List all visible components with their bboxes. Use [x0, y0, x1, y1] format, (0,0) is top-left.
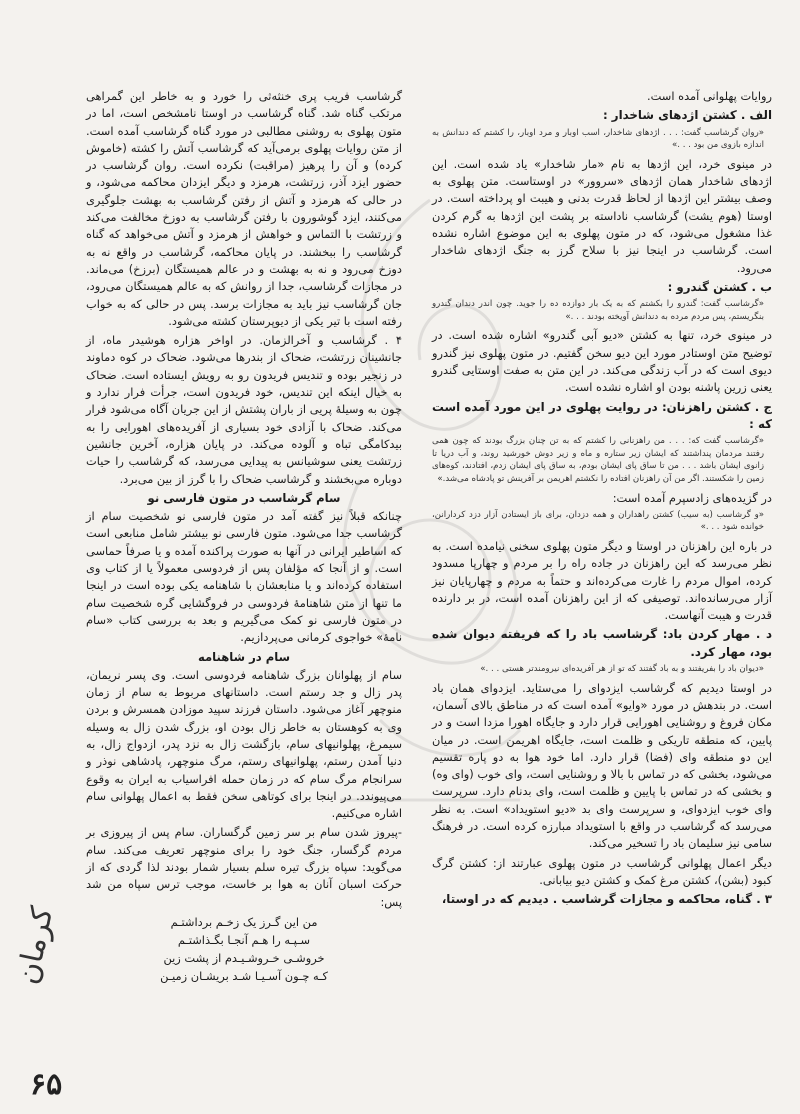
right-column-quoted-passage: «و گرشاسب (به سیب) کشتن راهداران و همه دزدان، برای باز ایستادن آزار دزد کردارانن، خوانده شود . . .»: [432, 509, 764, 533]
left-column-paragraph: ۴ . گرشاسب و آخرالزمان. در اواخر هزاره هوشیدر ماه، از جانشینان زرتشت، ضحاک از بندرها می‌شود. ضحاک در کوه دماوند در زنجیر بوده و تندیس فریدون رو به رویش ایستاده است. ضحاک به خیال اینکه این تندیس، خود فریدون است، جرأت فرار ندارد و چون به وسیلهٔ پریی از باران پشتش از این جریان آگاه می‌شود فرار می‌کند. ضحاک با آزادی خود بسیاری از آفریده‌های اهورایی را به بیدکامگی تباه و آلوده می‌کند. در پایان هزاره، آخرین جانشین زرتشت یعنی سوشیانس به پیدایی می‌رسد، که گرشاسب را حیات دوباره می‌بخشند و گرشاسب ضحاک را با گرز از بین می‌برد.: [86, 333, 402, 486]
left-column-subheading: سام گرشاسب در متون فارسی نو: [147, 490, 341, 505]
right-column-paragraph: دیگر اعمال پهلوانی گرشاسب در متون پهلوی عبارتند از: کشتن گرگ کبود (بشن)، کشتن مرغ کمک و کشتن دیو بیابانی.: [432, 855, 772, 887]
left-column-paragraph: گرشاسب فریب پری خنثه‌ثی را خورد و به خاطر این گمراهی مرتکب گناه شد. گناه گرشاسب در اوستا نامشخص است، اما در متون پهلوی به روشنی مطالبی در مورد گناه گرشاسب آمده است. از متن روایات پهلوی برمی‌آید که گرشاسب آتش را کشته (خاموش کرده) و آن را پرهیز (مراقبت) نکرده است. روان گرشاسب در حضور ایزد آذر، زرتشت، هرمزد و دیگر ایزدان محاکمه می‌شود، و در حالی که هرمزد و آتش از رفتن گرشاسب به بهشت جلوگیری می‌کنند، ایزد گوشورون با رفتن گرشاسب به دوزخ مخالفت می‌کند و زرتشت با التماس و خواهش از هرمزد و آتش می‌خواهد که گناه گرشاسب را ببخشند. در پایان محاکمه، گرشاسب در واقع نه به دوزخ می‌رود و نه به بهشت و در عالم همیستگان (برزخ) می‌ماند. در مجازات گرشاسب، جدا از روانش که به عالم همیستگان می‌رود، جان گرشاسب نیز باید به مجازات برسد. پس در حالی که به خواب رفته است با تیر یکی از دیوپرستان کشته می‌شود.: [86, 89, 402, 328]
left-column-paragraph: سام از پهلوانان بزرگ شاهنامه فردوسی است. وی پسر نریمان، پدر زال و جد رستم است. داستانهای مربوط به سام از زمان منوچهر آغاز می‌شود. داستان فرزند سپید موزادن همسرش و بردن وی به کوهستان به خاطر زال بودن او، بزرگ شدن زال به وسیله سیمرغ، پهلوانیهای سام، بازگشت زال به نزد پدر، ازدواج زال، به دنیا آمدن رستم، پهلوانیهای رستم، مرگ منوچهر، پادشاهی نوذر و سرانجام مرگ سام که در زمان حمله افراسیاب به ایران به وقوع می‌پیوندد. در اینجا برای کوتاهی سخن فقط به اعمال پهلوانی سام اشاره می‌کنیم.: [86, 667, 402, 821]
magazine-logo: کرمان: [10, 903, 61, 988]
right-column-paragraph: در اوستا دیدیم که گرشاسب ایزدوای را می‌ستاید. ایزدوای همان باد است. در بندهش در مورد «وایو» آمده است که در مناطق بالای آسمان، مکان فروغ و روشنایی اهورایی قرار دارد و جایگاه اهورا مزدا است و در پایین، که منطقه تاریکی و ظلمت است، جایگاه اهریمن است. در میان این دو منطقه وای (فضا) قرار دارد. اما خود هوا به دو پاره تقسیم می‌شود، بخشی که در تماس با بالا و روشنایی است، وای خوب (وای وه) و بخشی که در تماس با پایین و ظلمت است، وای بدنام دارد. سرپرست وای خوب ایزدوای، و سرپرست وای بد «دیو استویداد» است. به نظر می‌رسد که گرشاسب در واقع با استویداد مبارزه کرده است. در فرهنگ سامی نیز سلیمان باد را تسخیر می‌کند.: [432, 680, 772, 851]
left-column-verse-line: من این گـرز یک زخـم برداشتـم: [170, 914, 318, 929]
right-column-section-heading: ب . کشتن گندرو :: [667, 279, 772, 294]
right-column-quoted-passage: «گرشاسب گفت که: . . . من راهزنانی را کشتم که به تن چنان بزرگ بودند که چون همی رفتند مردمان پنداشتند که ایشان زیر ستاره و ماه و زیر دوش خورشید روند، و آب دریا تا زانوی ایشان باشد . . . من تا ساق پای ایشان بودم، به ساق پای ایشان زدم، افتادند، کوه‌های زمین را شکستند. اگر من آن راهزنان افتاده را نکشتم اهریمن بر آفرینش تو پادشاه می‌شد.»: [432, 436, 764, 484]
right-column-section-heading: الف . کشتن اژدهای شاخدار :: [602, 108, 772, 123]
right-column-section-heading: ۳ . گناه، محاکمه و مجازات گرشاسب . دیدیم که در اوستا،: [441, 892, 772, 907]
right-column-paragraph: در مینوی خرد، تنها به کشتن «دیو آبی گندرو» اشاره شده است. در توضیح متن اوستادر مورد این دیو سخن گفتیم. در متون پهلوی نیز گندرو دیوی است که در آب زندگی می‌کند. در این متن به صفت اوستایی گندرو یعنی زرین پاشنه بودن او اشاره نشده است.: [432, 328, 772, 395]
right-column-paragraph: در گزیده‌های زادسپرم آمده است:: [612, 490, 772, 505]
right-column-quoted-passage: «روان گرشاسب گفت: . . . اژدهای شاخدار، اسب اوبار و مرد اوبار، را کشتم که دندانش به اندازه بازوی من بود . . .»: [432, 127, 764, 151]
left-column-paragraph: چنانکه قبلاً نیز گفته آمد در متون فارسی نو شخصیت سام از گرشاسب جدا می‌شود. متون فارسی نو بیشتر شامل منابعی است که اساطیر ایرانی در آنها به صورت پراکنده آمده و یا صرفاً حماسی است. و از آنجا که مؤلفان پس از فردوسی معمولاً یا از کتاب وی استفاده کرده‌اند و یا منابعشان با شاهنامه یکی بوده است در اینجا ما تنها از متن شاهنامهٔ فردوسی در فروگشایی گره شخصیت سام در متون فارسی نو کمک می‌گیریم و بعد به بررسی کتاب «سام نامهٔ» خواجوی کرمانی می‌پردازیم.: [86, 509, 402, 645]
right-column-paragraph: در مینوی خرد، این اژدها به نام «مار شاخدار» یاد شده است. این اژدهای شاخدار همان اژدهای «سروور» در اوستاست. متن پهلوی به وصف بیشتر این اژدها از لحاظ قدرت بدنی و هیبت او پرداخته است. در اوستا (هوم یشت) گرشاسب ناداسته بر پشت این اژدها به گرم کردن غذا مشغول می‌شود، که در متون پهلوی به این موضوع اشاره نشده است. گرشاسب در اینجا نیز با سلاح گرز به جنگ اژدهای شاخدار می‌رود.: [432, 156, 772, 275]
right-column-quoted-passage: «گرشاسب گفت: گندرو را بکشتم که به یک بار دوازده ده را جوید. چون اندر دندان گندرو بنگریستم، پس مردم مرده به دندانش آویخته بودند . . .»: [432, 299, 764, 322]
right-column-paragraph: روایات پهلوانی آمده است.: [646, 89, 772, 103]
right-column-quoted-passage: «دیوان باد را بفریفتند و به باد گفتند که تو از هر آفریده‌ای نیرومندتر هستی . . .»: [480, 664, 764, 675]
right-text-column: [432, 88, 772, 911]
left-column-verse-line: خروشـی خـروشـیـدم از پشت زین: [163, 950, 325, 965]
page-number: ۶۵: [30, 1067, 63, 1102]
right-column-paragraph: در باره این راهزنان در اوستا و دیگر متون پهلوی سخنی نیامده است. به نظر می‌رسد که این راهزنان در جاده راه را بر مردم و چهارپا مسدود کرده، اموال مردم را غارت می‌کرده‌اند و حتماً به مردم و چهارپایان نیز آزار می‌رسانده‌اند. توصیفی که از این راهزنان آمده است، در بر دارنده قدرت و هیبت آنهاست.: [432, 538, 772, 623]
right-column-section-heading: ج . کشتن راهزنان: در روایت پهلوی در این مورد آمده است که :: [432, 399, 772, 431]
left-column-subheading: سام در شاهنامه: [197, 649, 291, 664]
left-column-verse-line: کـه چـون آسـیـا شـد بریشـان زمیـن: [160, 968, 328, 983]
left-text-column: [86, 88, 402, 985]
left-column-verse-line: سـپـه را هـم آنجـا بگـذاشتـم: [177, 932, 311, 947]
left-column-paragraph: -پیروز شدن سام بر سر زمین گرگساران. سام پس از پیروزی بر مردم گرگسار، جنگ خود را برای منوچهر تعریف می‌کند. سام می‌گوید: سپاه بزرگ تیره سلم بسیار شمار بودند لذا گردی که از حرکت اسبان آنان به هوا بر خاست، موجب ترس سپاه من شد پس:: [86, 825, 402, 909]
right-column-section-heading: د . مهار کردن باد: گرشاسب باد را که فریفته دیوان شده بود، مهار کرد.: [432, 627, 772, 659]
